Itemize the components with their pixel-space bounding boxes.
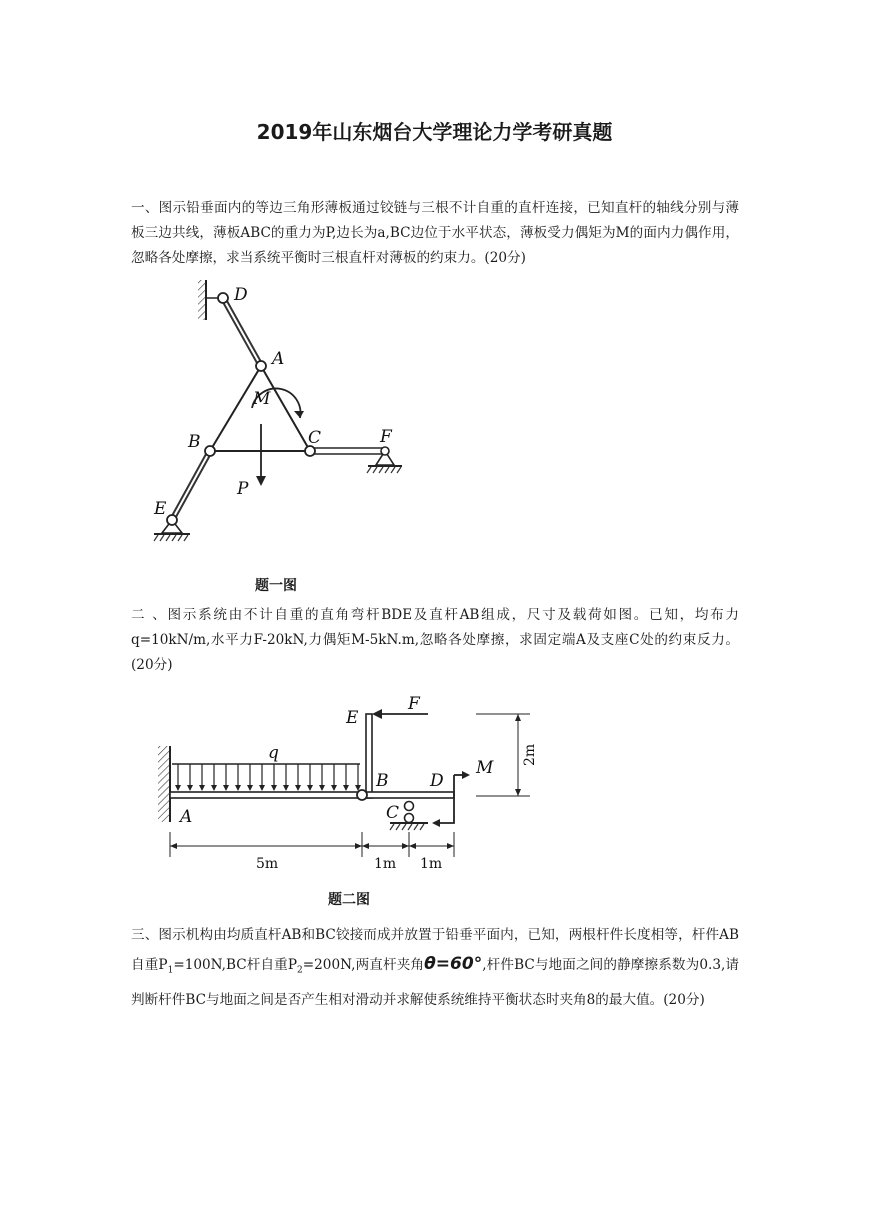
figure-2 [150,692,550,882]
q3-text-c: =200N,两直杆夹角 [302,957,425,973]
wall-d [198,280,206,320]
pin-f [381,447,389,455]
rod-cf [310,448,385,454]
label-c: C [386,803,400,823]
figure-1 [140,270,440,560]
dim-height: 2m [522,743,538,766]
q3-text-d: ,杆件BC与地面之间的静摩擦系数为0.3,请判断杆件BC与地面之间是否产生相对滑动并求解使系统维持平衡状态时夹角8的最大值。(20分) [131,957,739,1008]
roller-c-top [405,802,414,811]
label-p: P [237,479,249,499]
q3-sub-1: 1 [167,965,174,976]
roller-c-bottom [405,814,414,823]
distributed-load-arrows [178,764,358,788]
figure-1-caption: 题一图 [255,578,297,594]
pin-d [218,293,228,303]
pin-a [256,361,266,371]
question-1-text: 一、图示铅垂面内的等边三角形薄板通过铰链与三根不计自重的直杆连接，已知直杆的轴线分别与薄板三边共线，薄板ABC的重力为P,边长为a,BC边位于水平状态，薄板受力偶矩为M的面内力偶作用，忽略各处摩擦，求当系统平衡时三根直杆对薄板的约束力。(20分) [131,200,739,266]
label-b: B [188,432,201,452]
figure-2-svg [150,692,550,882]
label-c: C [308,428,322,448]
label-a: A [180,807,193,827]
label-a: A [272,349,285,369]
q3-theta: θ=60° [424,954,483,974]
label-q: q [268,743,279,763]
label-e: E [346,708,359,728]
bar-be-vertical [366,714,372,798]
pin-b [357,790,367,800]
page-title: 2019年山东烟台大学理论力学考研真题 [256,120,613,144]
label-f: F [380,427,392,447]
figure-2-caption: 题二图 [328,892,370,908]
wall-a [158,746,170,822]
label-m: M [476,758,494,778]
dim-1m-b: 1m [420,856,443,872]
label-d: D [234,285,248,305]
label-d: D [430,771,444,791]
pin-b [205,446,215,456]
dim-5m: 5m [256,856,279,872]
q3-sub-2: 2 [297,965,303,976]
pin-e [167,515,177,525]
beam-ab [170,792,360,798]
label-f: F [408,694,420,714]
q3-text-a: 三、图示机构由均质直杆AB和BC铰接而成并放置于铅垂平面内，已知，两根杆件长度相等，杆件AB自重P [131,927,739,973]
dim-1m-a: 1m [374,856,397,872]
label-e: E [154,499,167,519]
question-2-text: 二 、图示系统由不计自重的直角弯杆BDE及直杆AB组成，尺寸及载荷如图。已知，均布力q=10kN/m,水平力F-20kN,力偶矩M-5kN.m,忽略各处摩擦，求固定端A及支座C处的约束反力。(20分) [131,607,739,673]
label-m: M [253,389,271,409]
question-3-text [131,921,739,1015]
q3-text-b: =100N,BC杆自重P [173,957,298,973]
label-b: B [376,771,389,791]
bar-bd-horizontal [366,792,454,798]
figure-1-svg [140,270,440,560]
